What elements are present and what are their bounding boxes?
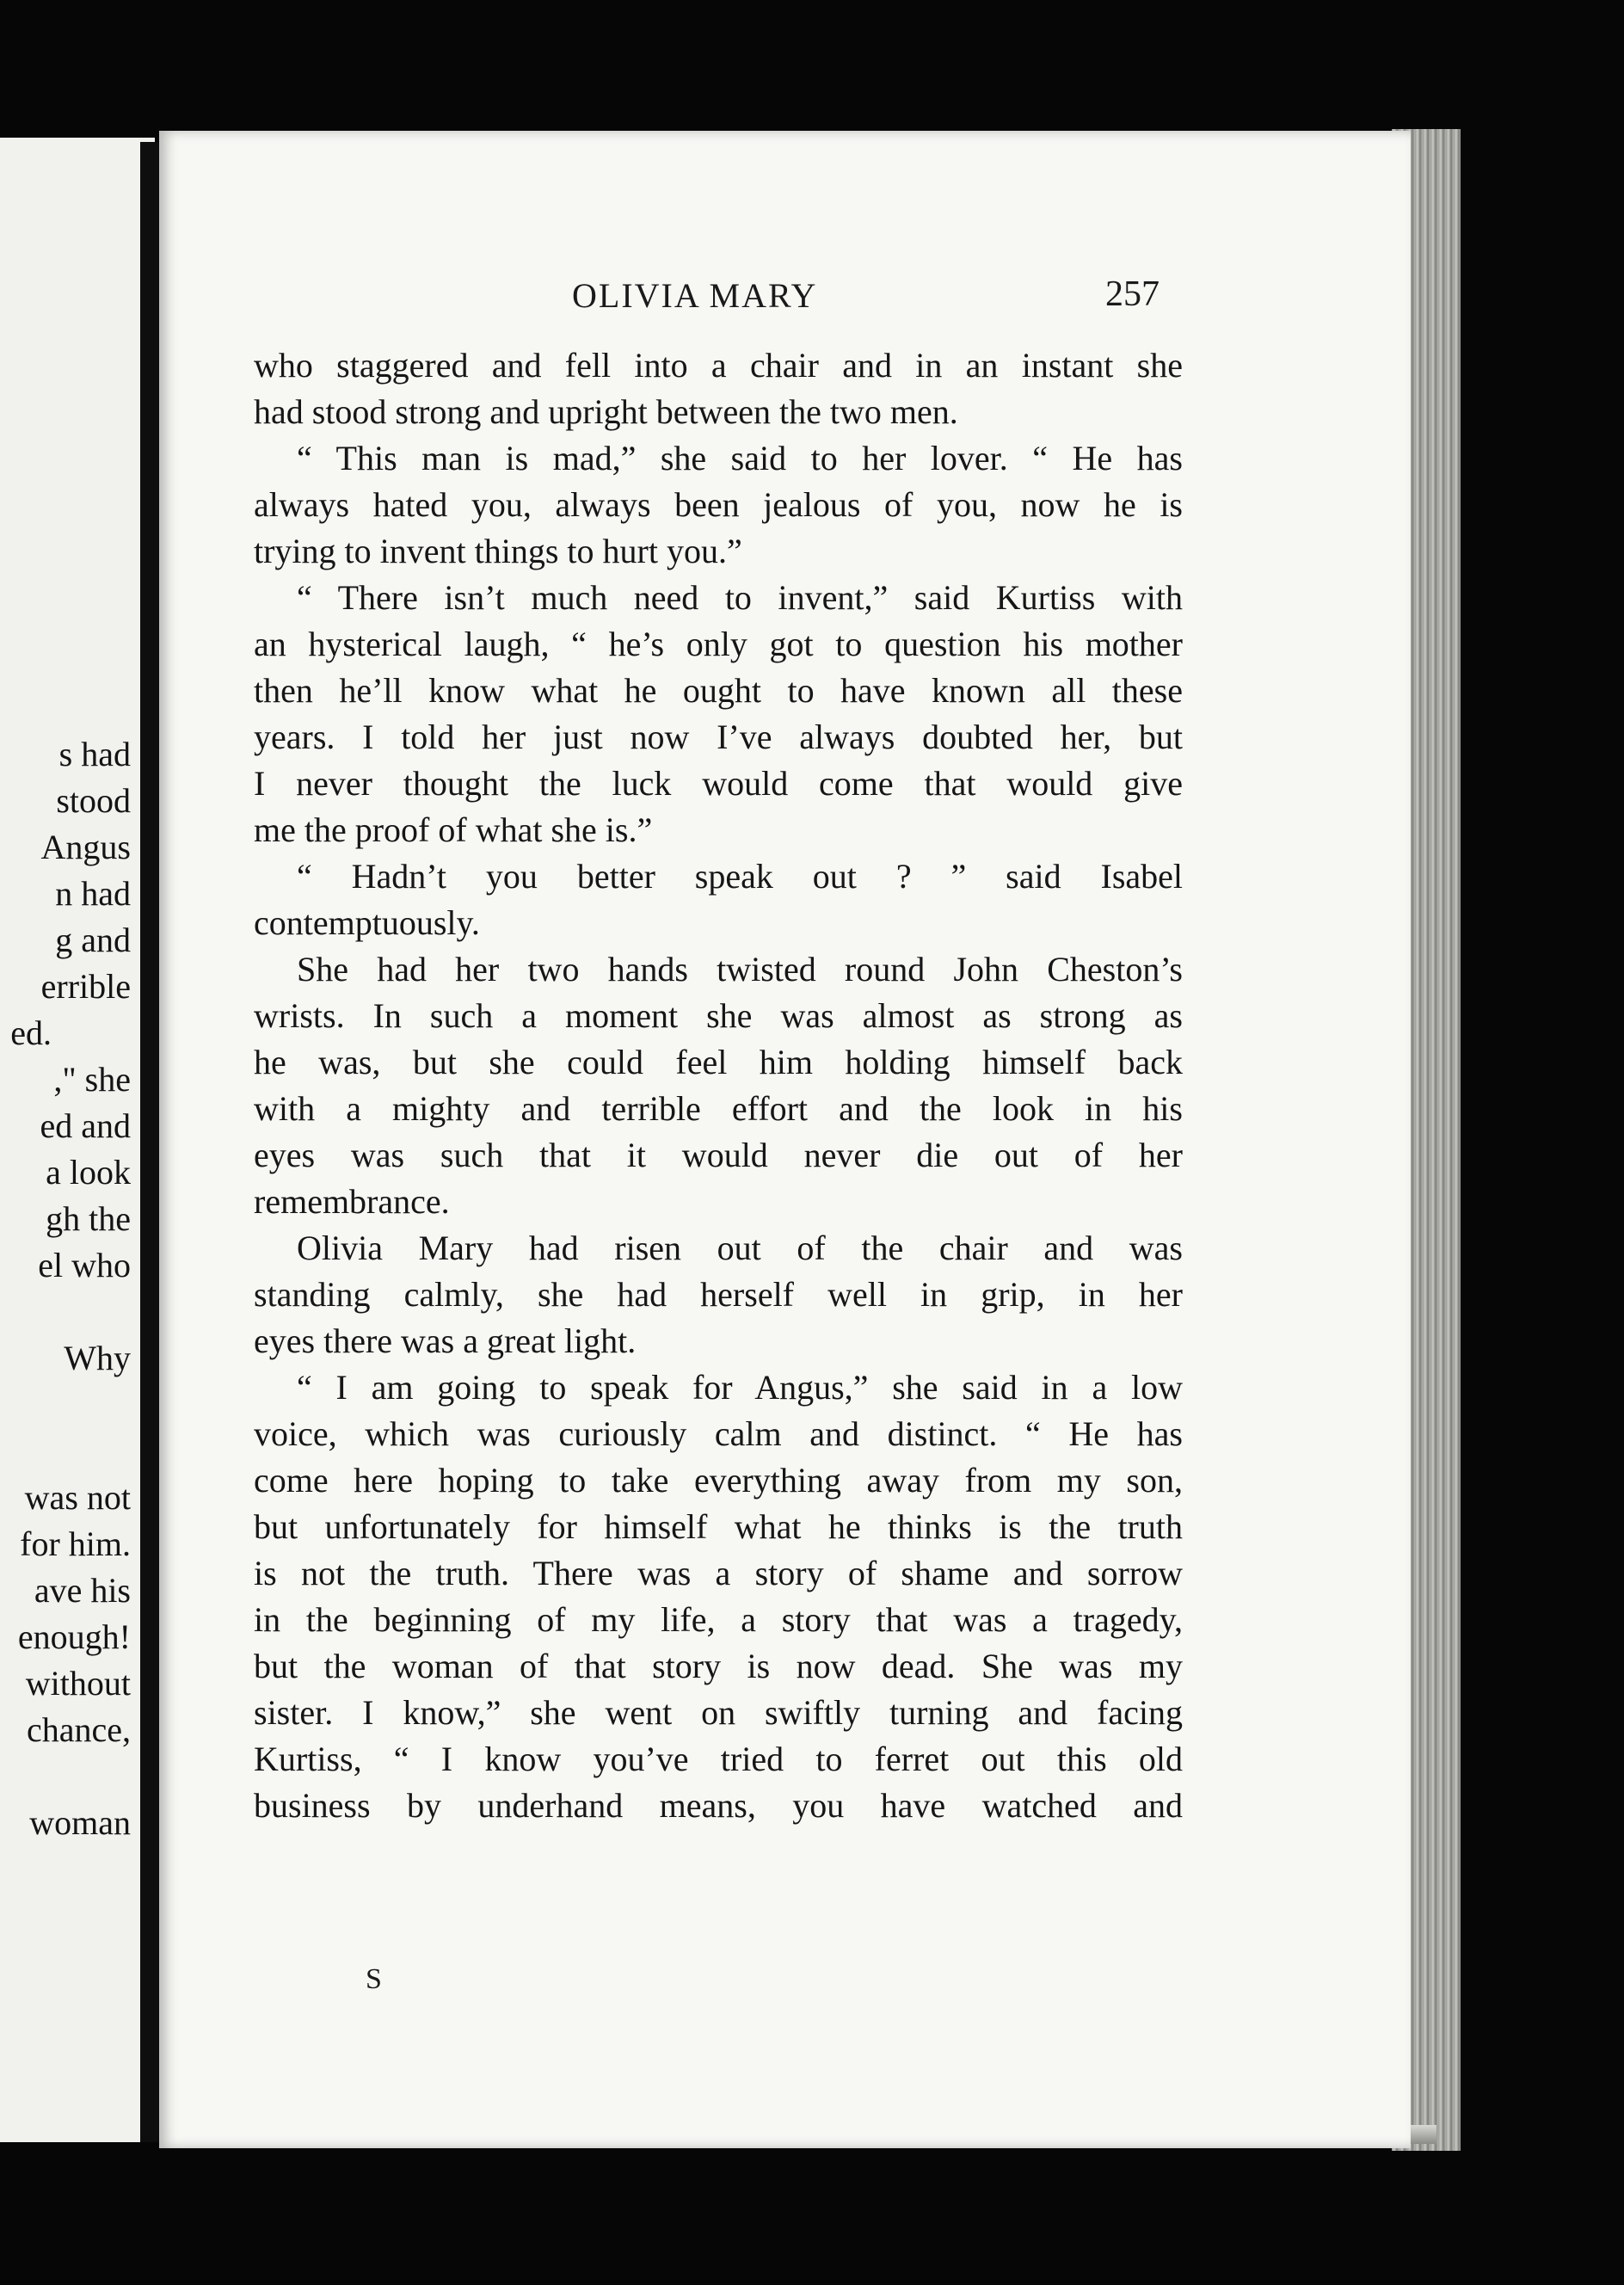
text-line: I never thought the luck would come that would give [254, 764, 1183, 803]
book-gutter [140, 142, 159, 2142]
previous-page [0, 138, 155, 2142]
body-text [254, 342, 1183, 1829]
running-head [159, 275, 1411, 318]
previous-page-fragment: chance, [26, 1710, 131, 1749]
text-line: come here hoping to take everything away from my son, [254, 1461, 1183, 1500]
text-line: sister. I know,” she went on swiftly turning and facing [254, 1693, 1183, 1732]
text-line: standing calmly, she had herself well in grip, in her [254, 1275, 1183, 1314]
text-line: Olivia Mary had risen out of the chair and was [297, 1229, 1183, 1267]
text-line: years. I told her just now I’ve always doubted her, but [254, 718, 1183, 756]
previous-page-fragment: a look [46, 1153, 131, 1192]
text-line: an hysterical laugh, “ he’s only got to question his mother [254, 625, 1183, 663]
previous-page-fragment: n had [55, 874, 131, 913]
text-line: with a mighty and terrible effort and the look in his [254, 1089, 1183, 1128]
signature-mark: S [366, 1963, 382, 1995]
text-line: in the beginning of my life, a story that was a tragedy, [254, 1600, 1183, 1639]
text-line: had stood strong and upright between the two men. [254, 392, 958, 431]
previous-page-fragment: Why [64, 1339, 131, 1377]
text-line: “ I am going to speak for Angus,” she said in a low [297, 1368, 1183, 1407]
text-line: wrists. In such a moment she was almost as strong as [254, 996, 1183, 1035]
previous-page-fragment: g and [55, 921, 131, 959]
text-line: always hated you, always been jealous of you, now he is [254, 485, 1183, 524]
text-line: but unfortunately for himself what he thinks is the truth [254, 1507, 1183, 1546]
text-line: trying to invent things to hurt you.” [254, 532, 742, 570]
previous-page-fragment: gh the [46, 1199, 131, 1238]
previous-page-fragment: ," she [53, 1060, 131, 1099]
text-line: “ Hadn’t you better speak out ? ” said Isabel [297, 857, 1183, 896]
running-title: OLIVIA MARY [572, 276, 818, 315]
text-line: contemptuously. [254, 903, 480, 942]
previous-page-fragment: el who [38, 1246, 131, 1284]
previous-page-fragment: enough! [17, 1617, 131, 1656]
previous-page-fragment: Angus [40, 828, 131, 866]
page-number: 257 [1105, 274, 1160, 314]
text-line: “ This man is mad,” she said to her lover. “ He has [297, 439, 1183, 477]
text-line: voice, which was curiously calm and distinct. “ He has [254, 1414, 1183, 1453]
previous-page-fragment: woman [29, 1803, 131, 1842]
previous-page-fragment: s had [58, 735, 131, 773]
previous-page-fragment: without [25, 1664, 131, 1703]
text-line: me the proof of what she is.” [254, 810, 653, 849]
text-line: Kurtiss, “ I know you’ve tried to ferret out this old [254, 1740, 1183, 1778]
previous-page-fragment: ave his [34, 1571, 131, 1610]
book-page [159, 131, 1411, 2148]
text-line: eyes was such that it would never die out of her [254, 1136, 1183, 1174]
previous-page-fragment: ed. [10, 1013, 52, 1052]
text-line: “ There isn’t much need to invent,” said Kurtiss with [297, 578, 1183, 617]
text-line: he was, but she could feel him holding himself back [254, 1043, 1183, 1081]
text-line: but the woman of that story is now dead. She was my [254, 1647, 1183, 1685]
text-line: business by underhand means, you have watched and [254, 1786, 1183, 1825]
text-line: then he’ll know what he ought to have known all these [254, 671, 1183, 710]
text-line: eyes there was a great light. [254, 1321, 637, 1360]
previous-page-fragment: errible [40, 967, 131, 1006]
text-line: who staggered and fell into a chair and in an instant she [254, 346, 1183, 385]
text-line: remembrance. [254, 1182, 450, 1221]
previous-page-fragment: stood [56, 781, 131, 820]
previous-page-fragment: ed and [40, 1106, 131, 1145]
previous-page-fragment: was not [24, 1478, 131, 1517]
text-line: She had her two hands twisted round John Cheston’s [297, 950, 1183, 989]
text-line: is not the truth. There was a story of shame and sorrow [254, 1554, 1183, 1592]
previous-page-fragment: for him. [20, 1524, 131, 1563]
